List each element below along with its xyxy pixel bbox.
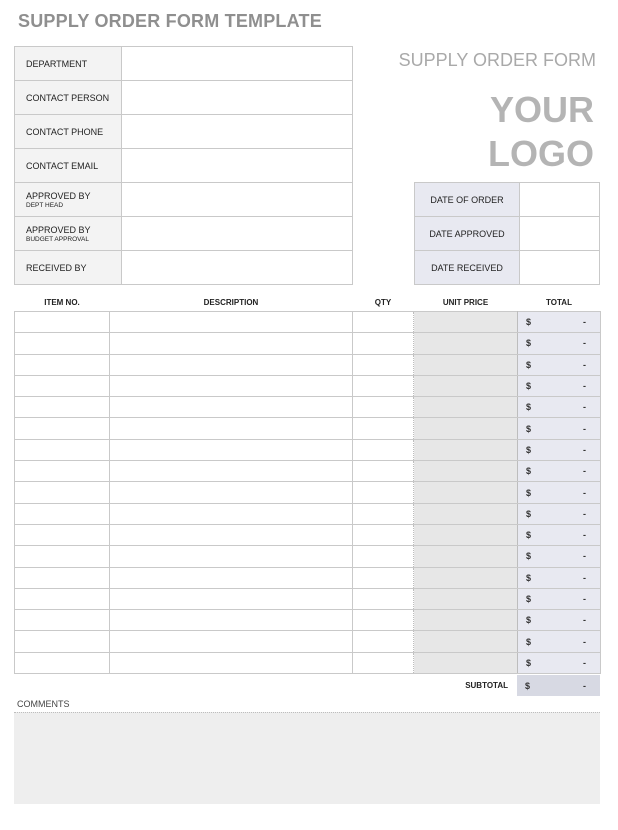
table-row	[15, 312, 601, 333]
item-no-cell[interactable]	[15, 546, 110, 567]
qty-cell[interactable]	[353, 524, 414, 545]
info-value-field[interactable]	[122, 149, 353, 183]
total-amount: -	[583, 530, 586, 541]
description-cell[interactable]	[110, 312, 353, 333]
qty-cell[interactable]	[353, 567, 414, 588]
info-label-sub: DEPT HEAD	[26, 201, 64, 209]
description-cell[interactable]	[110, 503, 353, 524]
total-amount: -	[583, 402, 586, 413]
header-item-no: ITEM NO.	[44, 298, 80, 307]
date-label: DATE RECEIVED	[415, 251, 520, 285]
total-currency: $	[526, 466, 532, 477]
item-no-cell[interactable]	[15, 524, 110, 545]
total-cell	[518, 397, 601, 418]
description-cell[interactable]	[110, 588, 353, 609]
subtotal-currency: $	[525, 680, 531, 691]
date-row	[415, 251, 600, 285]
total-cell	[518, 503, 601, 524]
item-no-cell[interactable]	[15, 631, 110, 652]
info-label	[15, 47, 122, 81]
description-cell[interactable]	[110, 397, 353, 418]
item-no-cell[interactable]	[15, 439, 110, 460]
unit-price-cell[interactable]	[414, 461, 518, 482]
total-currency: $	[526, 381, 532, 392]
date-row	[415, 183, 600, 217]
info-label	[15, 149, 122, 183]
total-currency: $	[526, 317, 532, 328]
qty-cell[interactable]	[353, 546, 414, 567]
info-row	[15, 47, 353, 81]
unit-price-cell[interactable]	[414, 652, 518, 673]
unit-price-cell[interactable]	[414, 610, 518, 631]
total-cell	[518, 354, 601, 375]
description-cell[interactable]	[110, 354, 353, 375]
total-currency: $	[526, 636, 532, 647]
total-amount: -	[583, 423, 586, 434]
qty-cell[interactable]	[353, 588, 414, 609]
item-no-cell[interactable]	[15, 333, 110, 354]
info-label-text: CONTACT PERSON	[26, 92, 110, 103]
item-no-cell[interactable]	[15, 418, 110, 439]
total-amount: -	[583, 317, 586, 328]
logo-line-2: LOGO	[488, 133, 594, 174]
total-cell	[518, 312, 601, 333]
header-description: DESCRIPTION	[203, 298, 259, 307]
info-label-text: DEPARTMENT	[26, 58, 88, 69]
info-label	[15, 183, 122, 217]
table-row	[15, 397, 601, 418]
subtotal-label: SUBTOTAL	[465, 681, 508, 690]
subtotal-amount: -	[583, 680, 586, 691]
total-cell	[518, 610, 601, 631]
description-cell[interactable]	[110, 333, 353, 354]
total-amount: -	[583, 636, 586, 647]
header-unit-price: UNIT PRICE	[442, 298, 489, 307]
info-value-field[interactable]	[122, 81, 353, 115]
table-row	[15, 546, 601, 567]
description-cell[interactable]	[110, 461, 353, 482]
total-cell	[518, 461, 601, 482]
total-currency: $	[526, 338, 532, 349]
description-cell[interactable]	[110, 482, 353, 503]
unit-price-cell[interactable]	[414, 439, 518, 460]
description-cell[interactable]	[110, 652, 353, 673]
items-header-row	[15, 294, 601, 312]
total-cell	[518, 546, 601, 567]
description-cell[interactable]	[110, 524, 353, 545]
item-no-cell[interactable]	[15, 503, 110, 524]
logo-placeholder	[430, 88, 594, 176]
item-no-cell[interactable]	[15, 652, 110, 673]
info-value-field[interactable]	[122, 115, 353, 149]
table-row	[15, 375, 601, 396]
table-row	[15, 631, 601, 652]
total-currency: $	[526, 615, 532, 626]
total-amount: -	[583, 551, 586, 562]
total-currency: $	[526, 423, 532, 434]
total-cell	[518, 333, 601, 354]
table-row	[15, 439, 601, 460]
table-row	[15, 503, 601, 524]
unit-price-cell[interactable]	[414, 397, 518, 418]
unit-price-cell[interactable]	[414, 524, 518, 545]
item-no-cell[interactable]	[15, 588, 110, 609]
total-amount: -	[583, 657, 586, 668]
total-amount: -	[583, 594, 586, 604]
comments-field[interactable]	[14, 712, 600, 804]
info-row	[15, 81, 353, 115]
info-row	[15, 251, 353, 285]
info-value-field[interactable]	[122, 217, 353, 251]
info-label	[15, 251, 122, 285]
table-row	[15, 652, 601, 673]
total-cell	[518, 652, 601, 673]
info-label-sub: BUDGET APPROVAL	[26, 235, 89, 243]
info-label-text: APPROVED BY	[26, 224, 91, 235]
unit-price-cell[interactable]	[414, 312, 518, 333]
qty-cell[interactable]	[353, 652, 414, 673]
total-amount: -	[583, 381, 586, 392]
info-value-field[interactable]	[122, 47, 353, 81]
dates-table	[414, 182, 600, 285]
total-currency: $	[526, 508, 532, 519]
item-no-cell[interactable]	[15, 482, 110, 503]
total-cell	[518, 567, 601, 588]
table-row	[15, 354, 601, 375]
total-currency: $	[526, 487, 532, 498]
item-no-cell[interactable]	[15, 461, 110, 482]
qty-cell[interactable]	[353, 312, 414, 333]
total-amount: -	[583, 615, 586, 626]
total-cell	[518, 418, 601, 439]
logo-line-1: YOUR	[489, 89, 594, 130]
total-amount: -	[583, 572, 586, 583]
unit-price-cell[interactable]	[414, 333, 518, 354]
qty-cell[interactable]	[353, 354, 414, 375]
table-row	[15, 524, 601, 545]
qty-cell[interactable]	[353, 439, 414, 460]
description-cell[interactable]	[110, 631, 353, 652]
total-amount: -	[583, 508, 586, 519]
description-cell[interactable]	[110, 546, 353, 567]
unit-price-cell[interactable]	[414, 375, 518, 396]
item-no-cell[interactable]	[15, 567, 110, 588]
info-label-text: CONTACT PHONE	[26, 126, 104, 137]
item-no-cell[interactable]	[15, 397, 110, 418]
description-cell[interactable]	[110, 567, 353, 588]
total-amount: -	[583, 444, 586, 455]
info-label	[15, 81, 122, 115]
description-cell[interactable]	[110, 418, 353, 439]
info-label-text: RECEIVED BY	[26, 262, 87, 273]
total-currency: $	[526, 657, 532, 668]
items-table	[14, 294, 601, 674]
total-cell	[518, 588, 601, 609]
date-value-field[interactable]	[520, 251, 600, 285]
table-row	[15, 461, 601, 482]
total-currency: $	[526, 530, 532, 541]
comments-label: COMMENTS	[17, 699, 70, 709]
total-amount: -	[583, 359, 586, 370]
description-cell[interactable]	[110, 439, 353, 460]
subtotal-value	[517, 675, 600, 696]
total-amount: -	[583, 338, 586, 349]
table-row	[15, 482, 601, 503]
total-amount: -	[583, 466, 586, 477]
total-cell	[518, 375, 601, 396]
info-label-text: CONTACT EMAIL	[26, 160, 99, 171]
table-row	[15, 418, 601, 439]
total-amount: -	[583, 487, 586, 498]
total-cell	[518, 482, 601, 503]
info-label-text: APPROVED BY	[26, 190, 91, 201]
table-row	[15, 333, 601, 354]
description-cell[interactable]	[110, 610, 353, 631]
page-title: SUPPLY ORDER FORM TEMPLATE	[18, 11, 322, 31]
qty-cell[interactable]	[353, 418, 414, 439]
unit-price-cell[interactable]	[414, 418, 518, 439]
info-value-field[interactable]	[122, 183, 353, 217]
total-cell	[518, 524, 601, 545]
qty-cell[interactable]	[353, 631, 414, 652]
date-label: DATE OF ORDER	[415, 183, 520, 217]
qty-cell[interactable]	[353, 333, 414, 354]
info-label	[15, 217, 122, 251]
date-row	[415, 217, 600, 251]
date-value-field[interactable]	[520, 217, 600, 251]
date-value-field[interactable]	[520, 183, 600, 217]
total-currency: $	[526, 444, 532, 455]
unit-price-cell[interactable]	[414, 503, 518, 524]
form-title: SUPPLY ORDER FORM	[398, 50, 596, 70]
table-row	[15, 588, 601, 609]
qty-cell[interactable]	[353, 461, 414, 482]
header-total: TOTAL	[546, 298, 572, 307]
table-row	[15, 610, 601, 631]
total-currency: $	[526, 572, 532, 583]
total-cell	[518, 631, 601, 652]
table-row	[15, 567, 601, 588]
description-cell[interactable]	[110, 375, 353, 396]
total-currency: $	[526, 551, 532, 562]
unit-price-cell[interactable]	[414, 631, 518, 652]
total-currency: $	[526, 359, 532, 370]
qty-cell[interactable]	[353, 482, 414, 503]
info-table	[14, 46, 353, 285]
total-currency: $	[526, 402, 532, 413]
unit-price-cell[interactable]	[414, 567, 518, 588]
item-no-cell[interactable]	[15, 610, 110, 631]
unit-price-cell[interactable]	[414, 588, 518, 609]
info-row	[15, 183, 353, 217]
info-row	[15, 217, 353, 251]
qty-cell[interactable]	[353, 503, 414, 524]
info-label	[15, 115, 122, 149]
item-no-cell[interactable]	[15, 312, 110, 333]
qty-cell[interactable]	[353, 375, 414, 396]
unit-price-cell[interactable]	[414, 546, 518, 567]
header-qty: QTY	[374, 298, 392, 307]
info-row	[15, 115, 353, 149]
item-no-cell[interactable]	[15, 375, 110, 396]
unit-price-cell[interactable]	[414, 482, 518, 503]
total-cell	[518, 439, 601, 460]
date-label: DATE APPROVED	[415, 217, 520, 251]
qty-cell[interactable]	[353, 610, 414, 631]
info-value-field[interactable]	[122, 251, 353, 285]
total-currency: $	[526, 594, 532, 604]
item-no-cell[interactable]	[15, 354, 110, 375]
qty-cell[interactable]	[353, 397, 414, 418]
unit-price-cell[interactable]	[414, 354, 518, 375]
info-row	[15, 149, 353, 183]
